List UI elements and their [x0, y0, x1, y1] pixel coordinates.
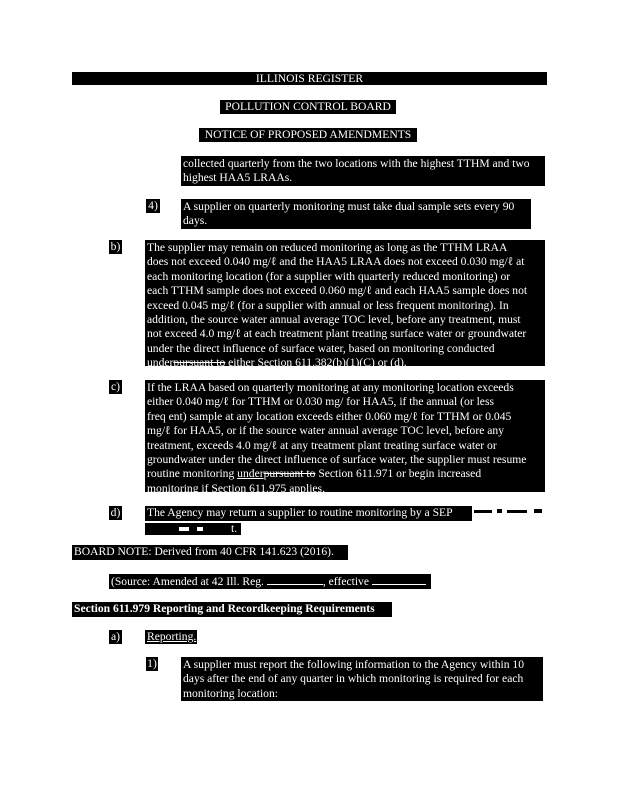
notice-header: [199, 128, 417, 142]
scan-gap: [197, 527, 203, 531]
item-c-line-pre: routine monitoring: [147, 467, 238, 481]
item-c-line: monitoring if Section 611.975 applies.: [147, 481, 325, 495]
item-c-line: mg/ℓ for HAA5, or if the source water annual average TOC level, before any: [147, 424, 504, 438]
source-close: ): [111, 589, 115, 602]
register-page-blank: [267, 574, 323, 585]
item-b-last-line: [147, 356, 543, 370]
board-title: POLLUTION CONTROL BOARD: [225, 100, 391, 113]
item-b-line: addition, the source water annual average TOC level, before any treatment, must: [147, 313, 521, 327]
item-d-line-1: [145, 506, 472, 521]
effective-date-blank: [372, 574, 426, 585]
item-c-label-text: c): [110, 380, 120, 393]
register-title: ILLINOIS REGISTER: [255, 72, 364, 85]
item-4-line: days.: [183, 214, 208, 228]
item-a-text: Reporting.: [147, 630, 197, 643]
scan-gap: [179, 527, 189, 531]
item-c-line-rest: Section 611.971 or begin increased: [315, 467, 482, 481]
item-1-paragraph: [181, 657, 543, 701]
item-c-line: If the LRAA based on quarterly monitoring at any monitoring location exceeds: [147, 381, 514, 394]
item-b-label: [109, 240, 122, 254]
item-1-label: [146, 657, 158, 671]
board-note-text: BOARD NOTE: Derived from 40 CFR 141.623 (2016).: [74, 545, 334, 558]
item-4-label-text: 4): [148, 199, 158, 212]
scan-artifact: [534, 509, 542, 513]
item-4-line: A supplier on quarterly monitoring must take dual sample sets every 90: [183, 200, 515, 213]
item-c-line: treatment, exceeds 4.0 mg/ℓ at any treatment plant treating surface water or: [147, 438, 497, 452]
item-a-label-text: a): [110, 630, 120, 643]
item-1-label-text: 1): [147, 657, 157, 670]
item-c-line: groundwater under the direct influence of surface water, the supplier must resume: [147, 453, 527, 467]
item-b-paragraph: [145, 240, 545, 370]
item-b-line: The supplier may remain on reduced monitoring as long as the TTHM LRAA: [147, 241, 508, 254]
item-c-line: freq ent) sample at any location exceeds either 0.060 mg/ℓ for TTHM or 0.045: [147, 409, 512, 423]
scan-artifact: [497, 509, 502, 513]
deleted-text: pursuant to: [263, 467, 316, 481]
item-b-line: each TTHM sample does not exceed 0.060 mg/ℓ and each HAA5 sample does not: [147, 284, 528, 298]
item-b-line: not exceed 4.0 mg/ℓ at each treatment plant treating surface water or groundwater: [147, 327, 527, 341]
item-c-line-7: [147, 467, 543, 481]
item-c-paragraph: [145, 380, 545, 495]
board-header: [220, 100, 396, 114]
item-a-heading: [145, 630, 197, 644]
inserted-text: under: [147, 356, 174, 370]
item-d-line-2: [145, 523, 241, 535]
continuation-paragraph: [181, 156, 545, 186]
notice-title: NOTICE OF PROPOSED AMENDMENTS: [204, 128, 412, 141]
item-d-text: The Agency may return a supplier to routine monitoring by a SEP: [147, 506, 453, 519]
item-b-line: exceed 0.045 mg/ℓ (for a supplier with annual or less frequent monitoring). In: [147, 298, 509, 312]
item-a-label: [109, 630, 122, 644]
item-4-paragraph: [181, 199, 531, 229]
deleted-text: pursuant to: [173, 356, 226, 370]
item-b-line: each monitoring location (for a supplier with quarterly reduced monitoring) or: [147, 269, 511, 283]
item-d-label: [109, 506, 122, 520]
item-b-line-rest: either Section 611.382(b)(1)(C) or (d).: [225, 356, 407, 370]
item-d-label-text: d): [110, 506, 121, 519]
section-title: Section 611.979 Reporting and Recordkeeping Requirements: [74, 602, 375, 615]
continuation-line: collected quarterly from the two locations with the highest TTHM and two: [183, 157, 530, 170]
item-4-label: [146, 199, 160, 213]
item-c-line: either 0.040 mg/ℓ for TTHM or 0.030 mg/ for HAA5, if the annual (or less: [147, 395, 494, 409]
item-1-line: A supplier must report the following information to the Agency within 10: [183, 658, 525, 671]
section-heading: [72, 602, 392, 617]
item-d-text-end: t.: [231, 522, 238, 535]
inserted-text: under: [237, 467, 264, 481]
scan-artifact: [507, 510, 527, 513]
item-c-label: [109, 380, 122, 394]
item-1-line: days after the end of any quarter in which monitoring is required for each: [183, 672, 524, 686]
item-b-line: under the direct influence of surface water, based on monitoring conducted: [147, 341, 495, 355]
item-b-label-text: b): [110, 240, 121, 253]
item-1-line: monitoring location:: [183, 686, 278, 700]
item-b-line: does not exceed 0.040 mg/ℓ and the HAA5 LRAA does not exceed 0.030 mg/ℓ at: [147, 255, 525, 269]
source-text: (Source: Amended at 42 Ill. Reg.: [111, 575, 264, 588]
source-note: [109, 574, 431, 602]
continuation-line: highest HAA5 LRAAs.: [183, 171, 293, 185]
source-effective: , effective: [322, 575, 369, 588]
scan-artifact: [474, 510, 492, 513]
board-note: [72, 545, 348, 560]
register-header: [72, 72, 547, 85]
